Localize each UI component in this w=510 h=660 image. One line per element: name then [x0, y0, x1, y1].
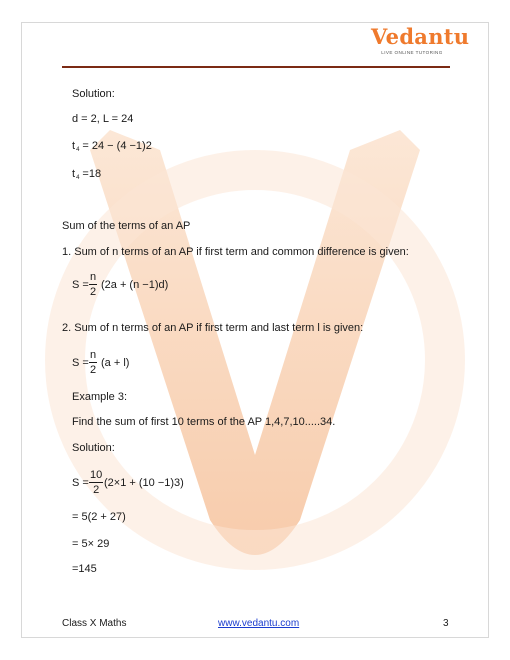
- page-number: 3: [443, 618, 449, 629]
- footer-website-link[interactable]: www.vedantu.com: [218, 618, 300, 629]
- given-values: d = 2, L = 24: [72, 113, 134, 125]
- step-1: = 5(2 + 27): [72, 511, 126, 523]
- list-item-1: 1. Sum of n terms of an AP if first term and common difference is given:: [62, 246, 409, 258]
- t4-expression: [72, 140, 152, 155]
- formula1-rhs: (2a + (n −1)d): [101, 279, 169, 291]
- example-question: Find the sum of first 10 terms of the AP 1,4,7,10.....34.: [72, 416, 336, 428]
- formula2-fraction: [89, 349, 97, 376]
- list-item-2: 2. Sum of n terms of an AP if first term and last term l is given:: [62, 322, 364, 334]
- t4-result-line: [72, 168, 101, 183]
- formula2-denominator: 2: [90, 364, 97, 376]
- footer-subject: Class X Maths: [62, 618, 127, 629]
- formula1-fraction: [89, 271, 97, 298]
- logo-wordmark: Vedantu: [371, 24, 470, 49]
- logo-tagline: LIVE ONLINE TUTORING: [381, 50, 443, 55]
- t-symbol: t: [72, 140, 76, 152]
- step-3: =145: [72, 563, 97, 575]
- step-2: = 5× 29: [72, 538, 110, 550]
- t4-result: =18: [82, 168, 102, 180]
- formula3-numerator: 10: [90, 469, 103, 481]
- formula1-lhs: S =: [72, 279, 89, 291]
- solution-label: Solution:: [72, 88, 115, 100]
- formula3-rhs: (2×1 + (10 −1)3): [104, 477, 184, 489]
- formula3-denominator: 2: [93, 484, 100, 496]
- t-subscript: 4: [76, 175, 80, 181]
- formula1-numerator: n: [90, 271, 97, 283]
- formula2-lhs: S =: [72, 357, 89, 369]
- formula3-fraction: [89, 469, 103, 496]
- formula1-denominator: 2: [90, 286, 97, 298]
- formula2-rhs: (a + l): [101, 357, 130, 369]
- formula2-numerator: n: [90, 349, 97, 361]
- t-subscript: 4: [76, 147, 80, 153]
- t4-formula: = 24 − (4 −1)2: [82, 140, 152, 152]
- vedantu-logo: [371, 24, 470, 55]
- example-label: Example 3:: [72, 391, 128, 403]
- formula3-lhs: S =: [72, 477, 89, 489]
- t-symbol: t: [72, 168, 76, 180]
- solution-label: Solution:: [72, 442, 115, 454]
- header-divider: [62, 66, 450, 68]
- section-heading: Sum of the terms of an AP: [62, 220, 191, 232]
